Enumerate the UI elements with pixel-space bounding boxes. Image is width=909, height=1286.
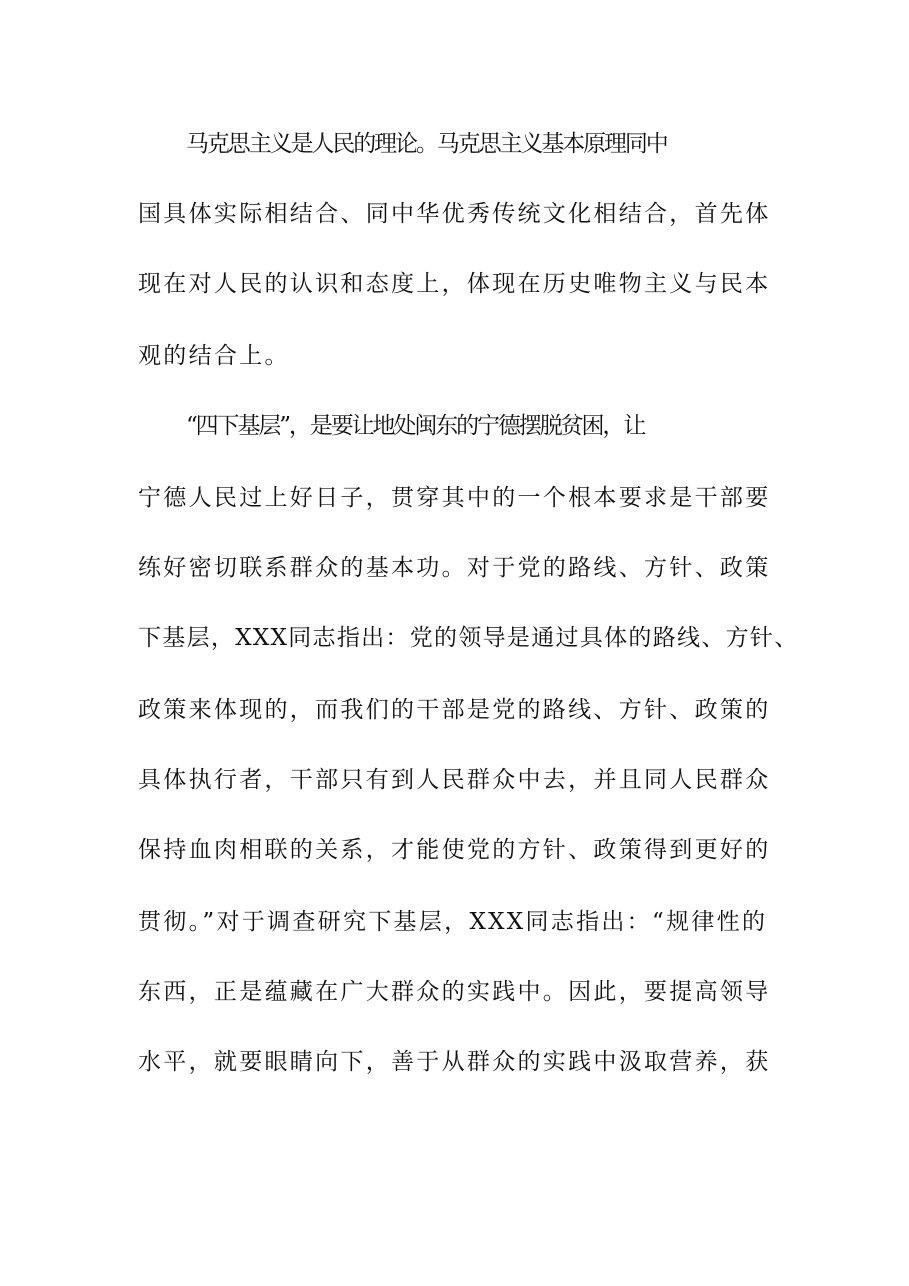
- paragraph-2-line-9: 东西，正是蕴藏在广大群众的实践中。因此，要提高领导: [138, 979, 771, 1005]
- paragraph-1-line-3: 现在对人民的认识和态度上，体现在历史唯物主义与民本: [138, 271, 771, 297]
- paragraph-2-line-2: 宁德人民过上好日子，贯穿其中的一个根本要求是干部要: [138, 485, 771, 511]
- paragraph-2-line-1: “四下基层”，是要让地处闽东的宁德摆脱贫困，让: [186, 413, 645, 439]
- paragraph-2-line-7: 保持血肉相联的关系，才能使党的方针、政策得到更好的: [138, 837, 771, 863]
- paragraph-1-line-4: 观的结合上。: [138, 343, 290, 369]
- paragraph-2-line-8: 贯彻。”对于调查研究下基层，XXX同志指出：“规律性的: [138, 909, 768, 935]
- paragraph-2-line-6: 具体执行者，干部只有到人民群众中去，并且同人民群众: [138, 767, 771, 793]
- paragraph-2-line-3: 练好密切联系群众的基本功。对于党的路线、方针、政策: [138, 555, 771, 581]
- paragraph-1-line-1: 马克思主义是人民的理论。马克思主义基本原理同中: [186, 131, 667, 157]
- paragraph-1-line-2: 国具体实际相结合、同中华优秀传统文化相结合，首先体: [138, 201, 771, 227]
- paragraph-2-line-10: 水平，就要眼睛向下，善于从群众的实践中汲取营养，获: [138, 1049, 771, 1075]
- paragraph-2-line-4: 下基层，XXX同志指出：党的领导是通过具体的路线、方针、: [138, 625, 799, 651]
- paragraph-2-line-5: 政策来体现的，而我们的干部是党的路线、方针、政策的: [138, 697, 771, 723]
